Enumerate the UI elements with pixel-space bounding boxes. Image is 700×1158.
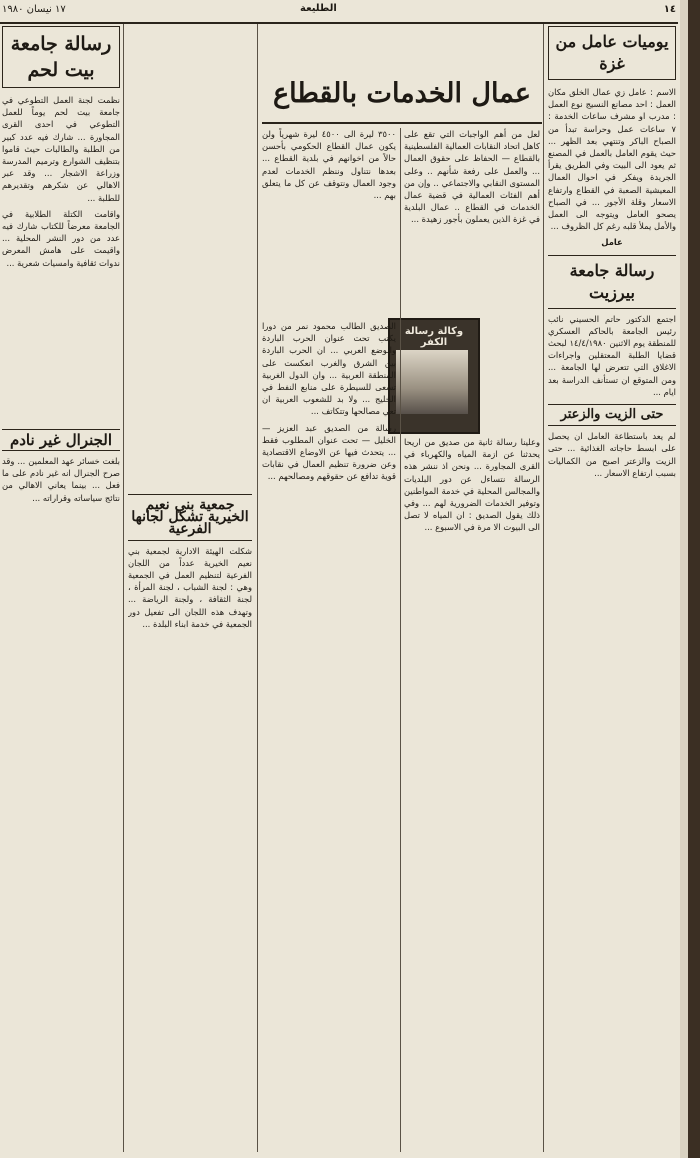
oil-thyme-body: لم يعد باستطاعة العامل ان يحصل على ابسط حاجاته الغذائية ... حتى الزيت والزعتر اصبح من الكماليات بسبب ارتفاع الاسعار ...	[548, 431, 676, 478]
main-headline: عمال الخدمات بالقطاع	[273, 78, 531, 109]
column-middle-right	[404, 436, 540, 1152]
column-left-center	[128, 24, 252, 1152]
birzeit-headline: رسالة جامعة بيرزيت	[548, 255, 676, 309]
diary-body: الاسم : عامل زي عمال الخلق مكان العمل : احد مصانع النسيج نوع العمل : مدرب او مشرف ساعات الخدمة : ٧ ساعات عمل وحراسة تبدأ من الصباح الباكر وتنتهي بعد الظهر ... حيث يقوم العامل بالعمل في المصنع ثم يعود الى البيت وفي الطريق يقرأ الجريدة ويفكر في احوال العمال المعيشية الصعبة في القطاع وارتفاع الاسعار وقلة الأجور ... في الصباح يصحو العامل ويتوجه الى العمل والأمل يملأ قلبه رغم كل الظروف ...	[548, 87, 676, 232]
page-number: ١٤	[663, 4, 676, 15]
photo-image	[396, 350, 468, 414]
oil-thyme-headline: حتى الزيت والزعتر	[548, 404, 676, 426]
column-far-left	[2, 24, 120, 1152]
letter-jericho-body: وعلينا رسالة ثانية من صديق من اريحا يحدثنا عن ازمة المياه والكهرباء في القرى المجاورة ... ونحن اذ ننشر هذه الرسالة نتساءل عن دور البلديات والمجالس المحلية في خدمة المواطنين وتوفير الخدمات الضرورية لهم ... وفي ذلك يقول الصديق : ان المياه لا تصل الى البيوت الا مرة في الاسبوع ...	[404, 437, 540, 533]
column-rule	[543, 24, 544, 1152]
diary-signature: عامل	[601, 237, 623, 248]
letter-dura-body: الصديق الطالب محمود نمر من دورا يكتب تحت عنوان الحرب الباردة والوضع العربي ... ان الحرب الباردة بين الشرق والغرب انعكست على المنطقة العربية ... وان الدول الغربية تسعى للسيطرة على منابع النفط في الخليج ... ولا بد للشعوب العربية ان تعي مصالحها وتتكاتف ...	[262, 321, 396, 417]
main-deck-left: ٣٥٠٠ ليرة الى ٤٥٠٠ ليرة شهرياً ولن يكون عمال القطاع الحكومي بأحسن حالاً من اخوانهم في بلدية القطاع ... بعدها نتناول وننظم الخدمات لعدم وجود العمال ونتوقف عن كل ما يتعلق بهم ...	[262, 129, 396, 201]
column-middle-left	[262, 320, 396, 1152]
general-body: بلغت خسائر عهد المعلمين ... وقد صرح الجنرال انه غير نادم على ما فعل ... بينما يعاني الاهالي من نتائج سياساته وقراراته ...	[2, 456, 120, 503]
bethlehem-body-2: واقامت الكتلة الطلابية في الجامعة معرضاً للكتاب شارك فيه عدد من دور النشر المحلية ... واقيمت على هامش المعرض ندوات ثقافية وامسيات شعرية ...	[2, 208, 120, 268]
column-rule	[123, 24, 124, 1152]
charity-headline: جمعية بني نعيم الخيرية تشكل لجانها الفرعية	[128, 494, 252, 541]
main-deck-right: لعل من أهم الواجبات التي تقع على كاهل اتحاد النقابات العمالية الفلسطينية بالقطاع — الحفاظ على حقوق العمال ... والعمل على رفعة شأنهم .. وعلى المستوى النقابي والاجتماعي .. وإن من أهم الفئات العمالية في قضية عمال الخدمات في القطاع .. عمال البلدية في غزة الذين يعملون بأجور زهيدة ...	[404, 129, 540, 225]
charity-body: شكلت الهيئة الادارية لجمعية بني نعيم الخيرية عدداً من اللجان الفرعية لتنظيم العمل في الجمعية وهي : لجنة الشباب ، لجنة المرأة ، لجنة الثقافة ، ولجنة الرياضة ... وتهدف هذه اللجان الى تفعيل دور الجمعية في خدمة ابناء البلدة ...	[128, 545, 252, 629]
bethlehem-body: نظمت لجنة العمل التطوعي في جامعة بيت لحم يوماً للعمل التطوعي في احدى القرى المجاورة ... شارك فيه عدد كبير من الطلبة والطالبات حيث قاموا بتنظيف الشوارع وترميم المدرسة وزراعة الاشجار ... وقد عبر الاهالي عن شكرهم وتقديرهم للطلبة ...	[2, 95, 120, 203]
column-far-right	[548, 24, 676, 1152]
photo-box	[388, 318, 480, 434]
headline-rule	[262, 122, 542, 124]
bethlehem-headline: رسالة جامعة بيت لحم	[2, 26, 120, 88]
general-headline: الجنرال غير نادم	[2, 429, 120, 451]
birzeit-body: اجتمع الدكتور حاتم الحسيني نائب رئيس الجامعة بالحاكم العسكري للمنطقة يوم الاثنين ١٤/٤/١٩٨٠ لبحث قضايا الطلبة المعتقلين واجراءات الاغلاق التي تتعرض لها الجامعة ... ومن المتوقع ان تستأنف الدراسة بعد ايام ...	[548, 313, 676, 397]
diary-headline: يوميات عامل من غزة	[548, 26, 676, 80]
column-rule	[400, 128, 401, 1152]
column-rule	[257, 24, 258, 1152]
issue-date: ١٧ نيسان ١٩٨٠	[2, 4, 66, 15]
page-edge-light	[680, 0, 688, 1158]
photo-caption: وكالة رسالة الكفر	[404, 326, 464, 348]
page-edge-strip	[688, 0, 700, 1158]
letter-hebron-body: رسالة من الصديق عبد العزيز — الخليل — تحت عنوان المطلوب فقط ... يتحدث فيها عن الاوضاع الاقتصادية وعن ضرورة تنظيم العمال في نقابات قوية تدافع عن حقوقهم ومصالحهم ...	[262, 422, 396, 482]
paper-name: الطليعة	[300, 3, 337, 14]
page-header	[0, 0, 678, 24]
